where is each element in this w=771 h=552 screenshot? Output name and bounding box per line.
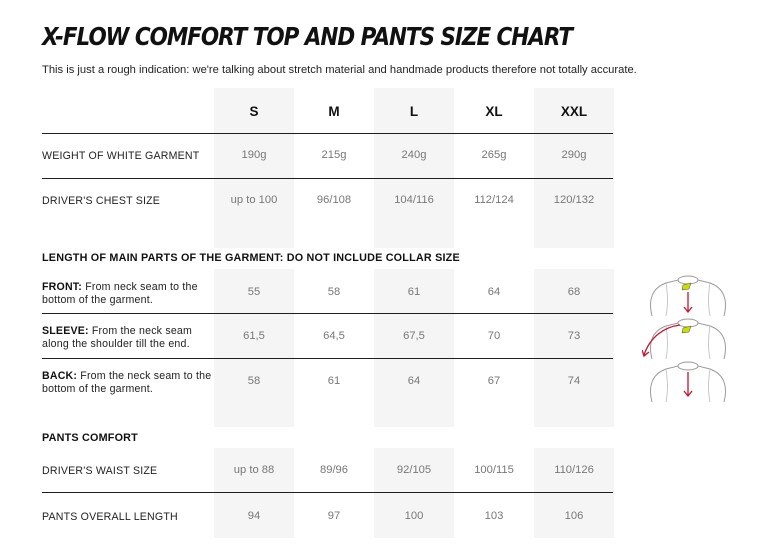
cell-sleeve-xl: 70 [487, 330, 501, 342]
row-label-back-text: From the neck seam to the bottom of the garment. [42, 370, 212, 395]
page-subtitle: This is just a rough indication: we're talking about stretch material and handmade products therefore not totally accurate. [42, 64, 637, 76]
size-header-l: L [409, 104, 419, 119]
row-label-waist: DRIVER'S WAIST SIZE [42, 465, 158, 477]
cell-weight-l: 240g [401, 149, 427, 161]
cell-sleeve-xxl: 73 [567, 330, 581, 342]
cell-chest-xxl: 120/132 [553, 194, 595, 206]
cell-waist-xl: 100/115 [474, 464, 514, 476]
row-label-front-bold: FRONT: [42, 281, 83, 293]
column-shade-xxl-pants [534, 448, 614, 538]
cell-waist-s: up to 88 [233, 464, 275, 476]
cell-sleeve-l: 67,5 [403, 330, 425, 342]
cell-back-m: 61 [327, 375, 341, 387]
cell-front-l: 61 [407, 286, 421, 298]
cell-waist-l: 92/105 [396, 464, 432, 476]
rule-below-waist [42, 492, 613, 493]
cell-chest-s: up to 100 [230, 194, 278, 206]
cell-waist-m: 89/96 [320, 464, 348, 476]
cell-pants-length-m: 97 [327, 510, 341, 522]
rule-below-sleeve [42, 358, 613, 359]
size-header-xxl: XXL [560, 104, 588, 119]
column-shade-l-pants [374, 448, 454, 538]
section-heading-pants: PANTS COMFORT [42, 432, 138, 444]
cell-back-l: 64 [407, 375, 421, 387]
rule-below-weight [42, 178, 613, 179]
cell-waist-xxl: 110/126 [554, 464, 594, 476]
cell-back-xxl: 74 [567, 375, 581, 387]
cell-back-s: 58 [247, 375, 261, 387]
column-shade-s-pants [214, 448, 294, 538]
cell-pants-length-xxl: 106 [564, 510, 584, 522]
row-label-sleeve [42, 325, 212, 351]
rule-below-front [42, 313, 613, 314]
cell-pants-length-l: 100 [404, 510, 424, 522]
row-label-sleeve-text: From the neck seam along the shoulder till the end. [42, 325, 193, 350]
cell-back-xl: 67 [487, 375, 501, 387]
cell-pants-length-xl: 103 [484, 510, 504, 522]
row-label-sleeve-bold: SLEEVE: [42, 325, 89, 337]
row-label-pants-length: PANTS OVERALL LENGTH [42, 511, 178, 523]
cell-chest-l: 104/116 [394, 194, 434, 206]
cell-weight-xl: 265g [481, 149, 507, 161]
cell-weight-xxl: 290g [561, 149, 587, 161]
cell-front-xl: 64 [487, 286, 501, 298]
row-label-back-bold: BACK: [42, 370, 78, 382]
garment-sleeve-icon [642, 315, 734, 359]
row-label-front-text: From neck seam to the bottom of the garment. [42, 281, 198, 306]
size-header-xl: XL [485, 104, 503, 119]
cell-front-xxl: 68 [567, 286, 581, 298]
cell-weight-m: 215g [321, 149, 347, 161]
cell-chest-xl: 112/124 [474, 194, 514, 206]
row-label-weight: WEIGHT OF WHITE GARMENT [42, 150, 200, 162]
size-header-s: S [249, 104, 259, 119]
cell-sleeve-s: 61,5 [243, 330, 265, 342]
cell-pants-length-s: 94 [247, 510, 261, 522]
cell-front-s: 55 [247, 286, 261, 298]
garment-back-icon [642, 358, 734, 402]
cell-front-m: 58 [327, 286, 341, 298]
size-header-m: M [328, 104, 340, 119]
rule-below-header [42, 133, 613, 134]
garment-front-icon [642, 272, 734, 316]
cell-chest-m: 96/108 [316, 194, 352, 206]
cell-weight-s: 190g [241, 149, 267, 161]
section-heading-length: LENGTH OF MAIN PARTS OF THE GARMENT: DO NOT INCLUDE COLLAR SIZE [42, 252, 460, 264]
row-label-front [42, 281, 212, 307]
row-label-back [42, 370, 212, 396]
row-label-chest: DRIVER'S CHEST SIZE [42, 195, 161, 207]
cell-sleeve-m: 64,5 [323, 330, 345, 342]
page-title: X-FLOW COMFORT TOP AND PANTS SIZE CHART [42, 22, 573, 51]
